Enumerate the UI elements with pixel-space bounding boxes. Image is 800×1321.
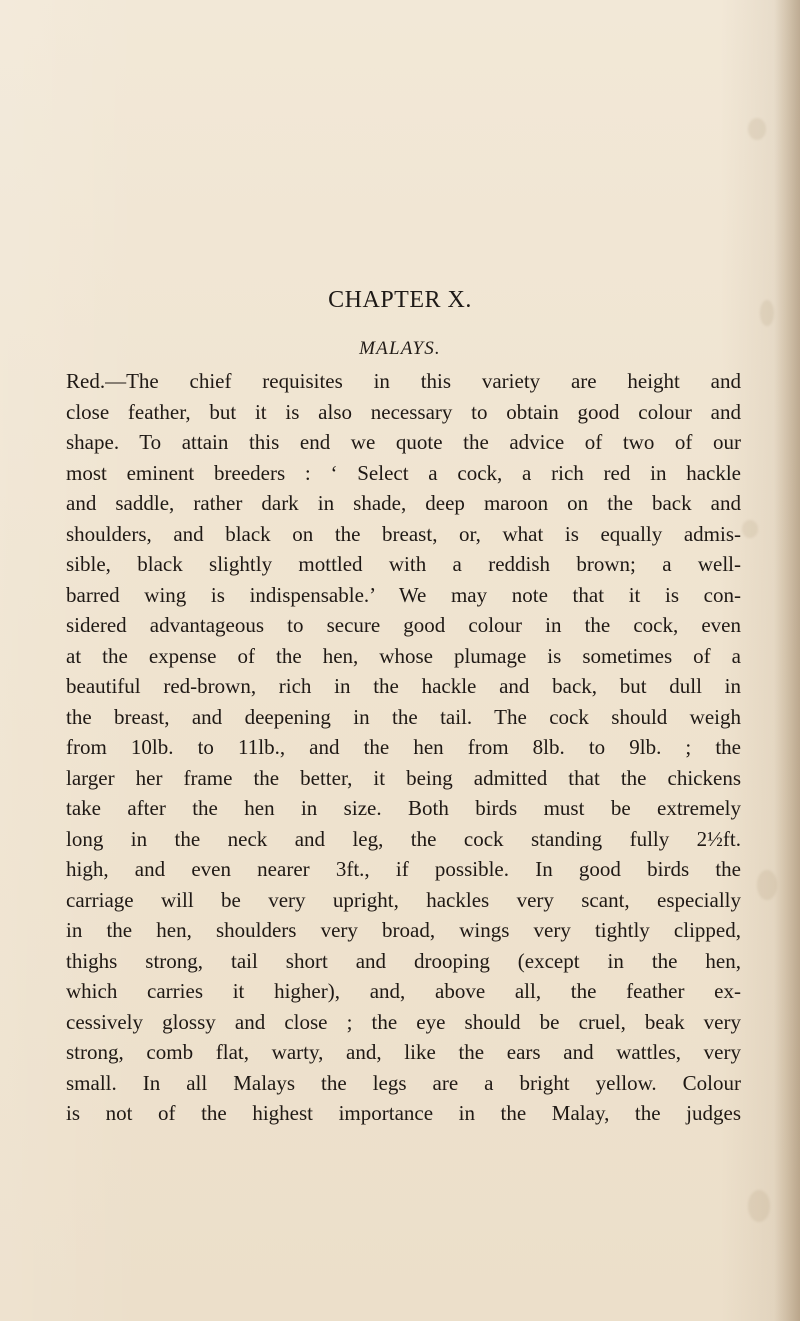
- chapter-title: CHAPTER X.: [328, 287, 472, 313]
- text-line: from 10lb. to 11lb., and the hen from 8lb. to 9lb. ; the: [66, 735, 741, 759]
- text-line: which carries it higher), and, above all, the feather ex-: [66, 979, 741, 1003]
- text-line: take after the hen in size. Both birds must be extremely: [66, 796, 741, 820]
- paper-stain: [748, 1190, 770, 1222]
- text-line: long in the neck and leg, the cock standing fully 2½ft.: [66, 826, 741, 851]
- text-line: strong, comb flat, warty, and, like the ears and wattles, very: [66, 1040, 741, 1064]
- text-line: the breast, and deepening in the tail. The cock should weigh: [66, 704, 741, 729]
- text-line: thighs strong, tail short and drooping (except in the hen,: [66, 948, 741, 973]
- text-line: beautiful red-brown, rich in the hackle and back, but dull in: [66, 674, 741, 698]
- text-line: close feather, but it is also necessary to obtain good colour and: [66, 399, 741, 424]
- text-line: larger her frame the better, it being admitted that the chickens: [66, 765, 741, 790]
- text-line: cessively glossy and close ; the eye should be cruel, beak very: [66, 1009, 741, 1034]
- paper-stain: [742, 520, 758, 538]
- text-line: high, and even nearer 3ft., if possible. In good birds the: [66, 857, 741, 881]
- text-line: sible, black slightly mottled with a reddish brown; a well-: [66, 552, 741, 576]
- text-line: shape. To attain this end we quote the advice of two of our: [66, 430, 741, 454]
- body-text: [66, 366, 741, 1129]
- text-line: Red.—The chief requisites in this variety are height and: [66, 369, 741, 393]
- text-line: carriage will be very upright, hackles very scant, especially: [66, 887, 741, 912]
- chapter-subtitle: MALAYS.: [359, 338, 441, 359]
- text-line: most eminent breeders : ‘ Select a cock, a rich red in hackle: [66, 460, 741, 485]
- text-line: shoulders, and black on the breast, or, what is equally admis-: [66, 521, 741, 546]
- text-line: sidered advantageous to secure good colour in the cock, even: [66, 613, 741, 637]
- text-line: at the expense of the hen, whose plumage is sometimes of a: [66, 643, 741, 668]
- text-line: barred wing is indispensable.’ We may note that it is con-: [66, 582, 741, 607]
- text-line: in the hen, shoulders very broad, wings very tightly clipped,: [66, 918, 741, 942]
- page-edge-shadow: [774, 0, 800, 1321]
- text-line: small. In all Malays the legs are a bright yellow. Colour: [66, 1070, 741, 1095]
- paper-stain: [757, 870, 777, 900]
- text-line: is not of the highest importance in the Malay, the judges: [66, 1101, 741, 1125]
- text-line: and saddle, rather dark in shade, deep maroon on the back and: [66, 491, 741, 515]
- paper-stain: [748, 118, 766, 140]
